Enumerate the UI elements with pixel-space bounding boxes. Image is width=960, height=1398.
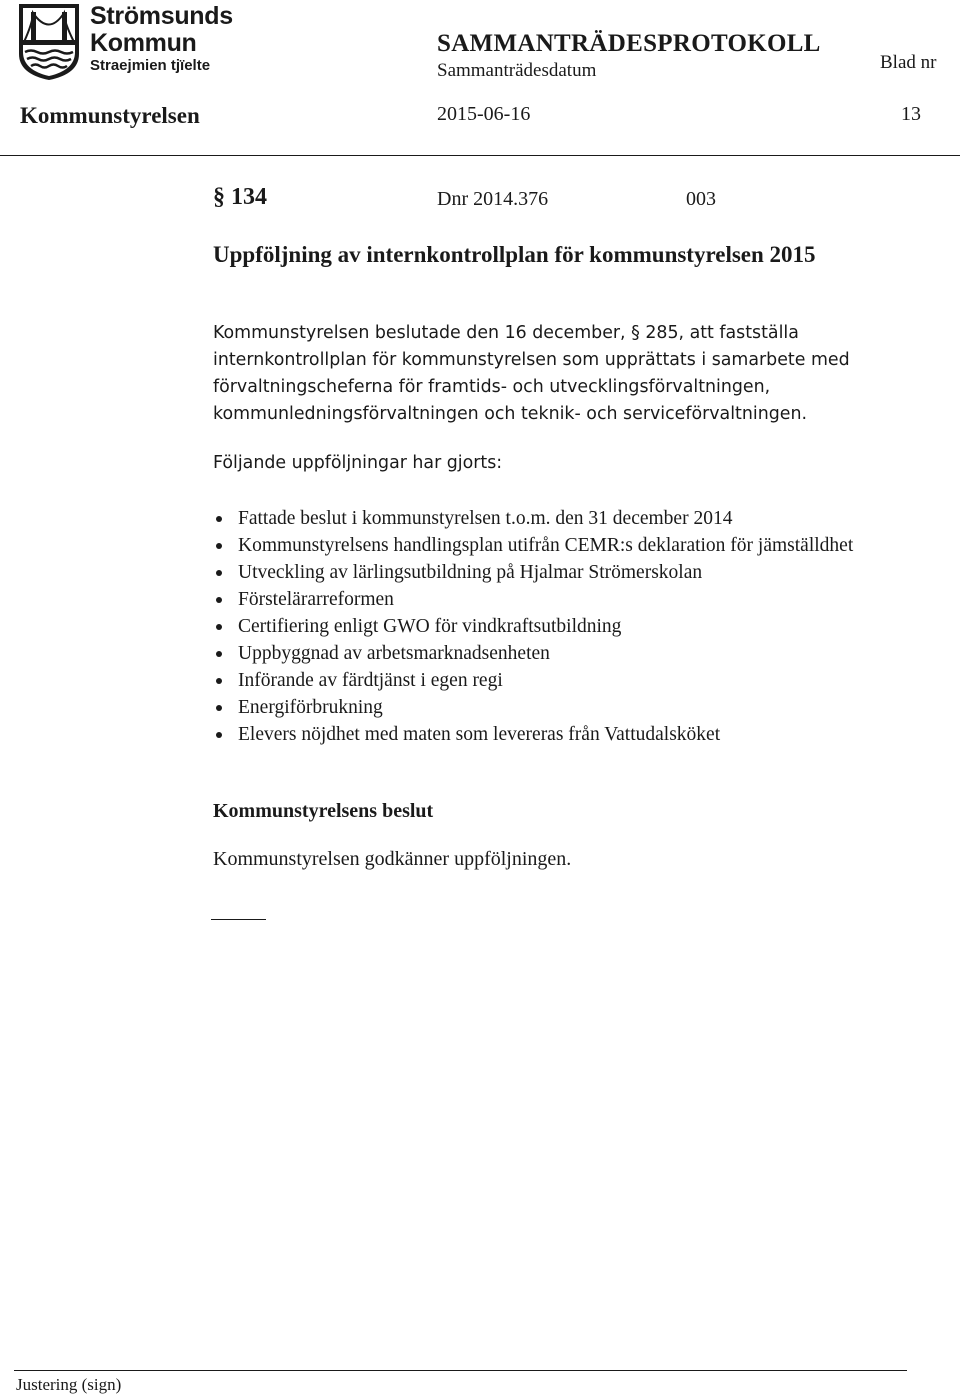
list-item: Uppbyggnad av arbetsmarknadsenheten (213, 640, 933, 667)
list-item: Fattade beslut i kommunstyrelsen t.o.m. den 31 december 2014 (213, 505, 933, 532)
list-item: Kommunstyrelsens handlingsplan utifrån CEMR:s deklaration för jämställdhet (213, 532, 933, 559)
intro-paragraph: Kommunstyrelsen beslutade den 16 december, § 285, att fastställa internkontrollplan för kommunstyrelsen som upprättats i samarbete med förvaltningscheferna för framtids- och utvecklingsförvaltningen, kommunledningsförvaltningen och teknik- och serviceförvaltningen. (213, 323, 850, 424)
paragraph-number: § 134 (213, 184, 267, 210)
meeting-date: 2015-06-16 (437, 103, 531, 125)
governing-body: Kommunstyrelsen (20, 103, 200, 128)
list-item: Införande av färdtjänst i egen regi (213, 667, 933, 694)
footer-divider (14, 1370, 907, 1371)
section-end-rule (211, 919, 266, 920)
bridge-crest-icon (16, 2, 82, 82)
list-item: Elevers nöjdhet med maten som levereras från Vattudalsköket (213, 721, 933, 748)
decision-heading: Kommunstyrelsens beslut (213, 800, 434, 822)
page-number-label: Blad nr (880, 52, 937, 73)
document-type: SAMMANTRÄDESPROTOKOLL (437, 30, 821, 57)
municipality-logo (16, 2, 233, 84)
record-code: 003 (686, 188, 716, 210)
logo-name-line3: Straejmien tjïelte (90, 57, 211, 74)
follow-up-label: Följande uppföljningar har gjorts: (213, 453, 503, 473)
logo-name-line2: Kommun (90, 29, 197, 57)
list-item: Certifiering enligt GWO för vindkraftsutbildning (213, 613, 933, 640)
header-divider (0, 155, 960, 156)
list-item: Energiförbrukning (213, 694, 933, 721)
signature-label: Justering (sign) (16, 1375, 122, 1394)
follow-up-list (213, 505, 933, 748)
page-number: 13 (901, 103, 921, 125)
list-item: Utveckling av lärlingsutbildning på Hjalmar Strömerskolan (213, 559, 933, 586)
meeting-date-label: Sammanträdesdatum (437, 60, 597, 81)
diary-number: Dnr 2014.376 (437, 188, 549, 210)
decision-text: Kommunstyrelsen godkänner uppföljningen. (213, 848, 572, 870)
list-item: Förstelärarreformen (213, 586, 933, 613)
logo-name-line1: Strömsunds (90, 2, 233, 30)
item-title: Uppföljning av internkontrollplan för kommunstyrelsen 2015 (213, 242, 816, 267)
